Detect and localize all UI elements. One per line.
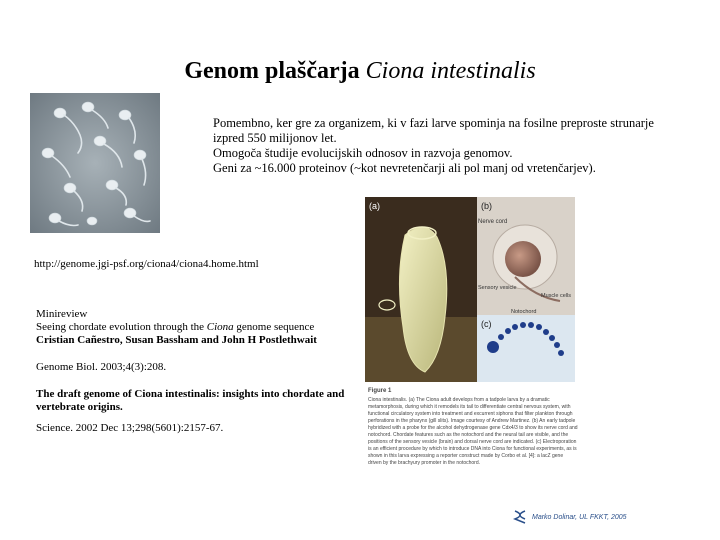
ref1-title bbox=[36, 321, 366, 334]
ref1-authors: Cristian Cañestro, Susan Bassham and John H Postlethwait bbox=[36, 334, 317, 346]
intro-line-2: Omogoča študije evolucijskih odnosov in razvoja genomov. bbox=[213, 146, 513, 160]
ref1-citation: Genome Biol. 2003;4(3):208. bbox=[36, 361, 167, 373]
figure-caption-text: Ciona intestinalis. (a) The Ciona adult develops from a tadpole larva by a dramatic metamorphosis, during which it remodels its tail to differentiate central nervous system, with functional circulatory system into treatment and excurrent siphons that filter plankton through perforations in the pharynx (gill slits). Image courtesy of Andrew Martinez. (b) An early tadpole hybridized with a probe for the alcohol dehydrogenase gene Cdx4/3 to show its nerve cord and notochord. Chordate features such as the notochord and the neural tail are visible, and the positions of the sensory vesicle (brain) and dorsal nerve cord are indicated. (c) Electroporation is an efficient procedure by which to introduce DNA into Ciona for functional experiments, as is shown in this larva expressing a reporter construct made by Corbo et al. [4]: a lacZ gene driven by the brachyury promoter in the notochord. bbox=[368, 397, 578, 466]
label-c: (c) bbox=[481, 319, 492, 329]
references bbox=[36, 308, 366, 435]
larvae-photo-graphic bbox=[30, 93, 160, 233]
larvae-photo bbox=[30, 93, 160, 233]
dna-helix-icon bbox=[512, 509, 528, 525]
footer bbox=[512, 508, 627, 526]
label-notochord: Notochord bbox=[511, 309, 537, 315]
label-a: (a) bbox=[369, 201, 380, 211]
label-sensory: Sensory vesicle bbox=[478, 285, 517, 291]
page-title bbox=[0, 58, 720, 85]
ref2-citation: Science. 2002 Dec 13;298(5601):2157-67. bbox=[36, 422, 224, 434]
ciona-figure bbox=[365, 197, 575, 382]
ref1-type: Minireview bbox=[36, 308, 88, 320]
ref1-title-after: genome sequence bbox=[236, 321, 315, 333]
figure-caption-label: Figure 1 bbox=[368, 388, 392, 394]
footer-author: Marko Dolinar, UL FKKT, 2005 bbox=[532, 513, 627, 521]
intro-text bbox=[213, 116, 683, 176]
label-nerve-cord: Nerve cord bbox=[478, 219, 508, 225]
intro-line-3: Geni za ~16.000 proteinov (~kot nevretenčarji ali pol manj od vretenčarjev). bbox=[213, 161, 596, 175]
ref1-title-italic: Ciona bbox=[206, 321, 234, 333]
ref2-title: The draft genome of Ciona intestinalis: insights into chordate and vertebrate origins. bbox=[36, 388, 345, 413]
ciona-figure-graphic bbox=[365, 197, 575, 382]
label-b: (b) bbox=[481, 201, 492, 211]
title-species: Ciona intestinalis bbox=[365, 58, 536, 84]
title-main: Genom plaščarja bbox=[184, 58, 360, 84]
intro-line-1: Pomembno, ker gre za organizem, ki v fazi larve spominja na fosilne preproste strunarje izpred 550 milijonov let. bbox=[213, 116, 654, 145]
genome-url-link[interactable]: http://genome.jgi-psf.org/ciona4/ciona4.home.html bbox=[34, 258, 259, 270]
ref1-title-before: Seeing chordate evolution through the bbox=[36, 321, 205, 333]
figure-caption bbox=[368, 388, 578, 467]
label-muscle: Muscle cells bbox=[541, 293, 571, 299]
